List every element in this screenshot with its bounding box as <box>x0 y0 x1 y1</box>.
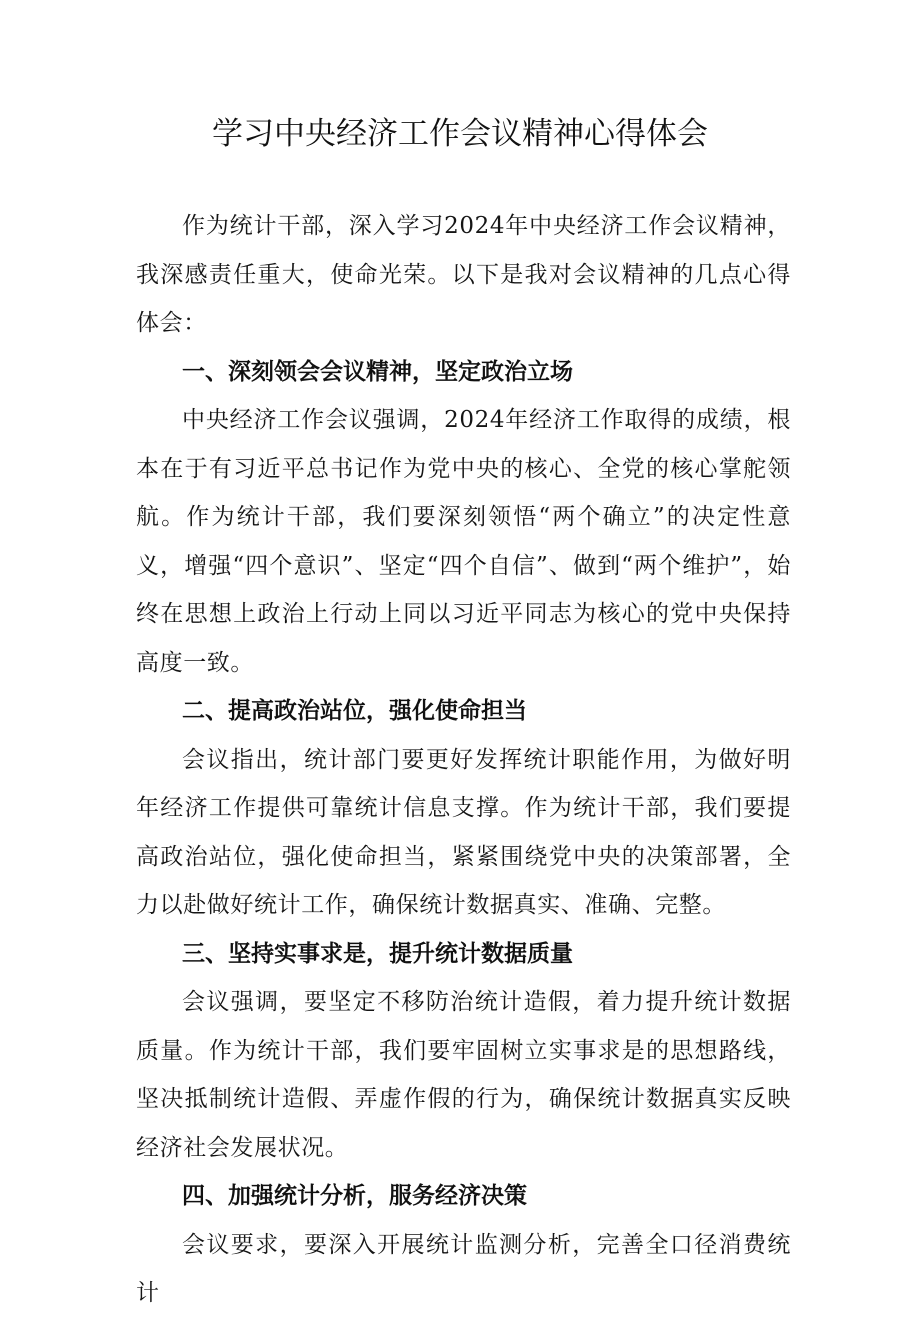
section-heading-2: 二、提高政治站位，强化使命担当 <box>182 698 527 724</box>
section-heading-4: 四、加强统计分析，服务经济决策 <box>182 1183 527 1209</box>
section-heading-3: 三、坚持实事求是，提升统计数据质量 <box>182 940 573 967</box>
section-heading-1: 一、深刻领会会议精神，坚定政治立场 <box>182 358 573 385</box>
section-paragraph-2: 会议指出，统计部门要更好发挥统计职能作用，为做好明年经济工作提供可靠统计信息支撑。作为统计干部，我们要提高政治站位，强化使命担当，紧紧围绕党中央的决策部署，全力以赴做好统计工作，确保统计数据真实、准确、完整。 <box>136 746 791 918</box>
section-paragraph-1: 中央经济工作会议强调，2024年经济工作取得的成绩，根本在于有习近平总书记作为党中央的核心、全党的核心掌舵领航。作为统计干部，我们要深刻领悟“两个确立”的决定性意义，增强“四个意识”、坚定“四个自信”、做到“两个维护”，始终在思想上政治上行动上同以习近平同志为核心的党中央保持高度一致。 <box>136 407 791 676</box>
document-body <box>136 202 791 1318</box>
document-title: 学习中央经济工作会议精神心得体会 <box>212 116 708 152</box>
section-paragraph-4: 会议要求，要深入开展统计监测分析，完善全口径消费统计 <box>136 1231 791 1306</box>
intro-paragraph: 作为统计干部，深入学习2024年中央经济工作会议精神，我深感责任重大，使命光荣。以下是我对会议精神的几点心得体会： <box>136 213 791 336</box>
section-paragraph-3: 会议强调，要坚定不移防治统计造假，着力提升统计数据质量。作为统计干部，我们要牢固树立实事求是的思想路线，坚决抵制统计造假、弄虚作假的行为，确保统计数据真实反映经济社会发展状况。 <box>136 989 791 1161</box>
